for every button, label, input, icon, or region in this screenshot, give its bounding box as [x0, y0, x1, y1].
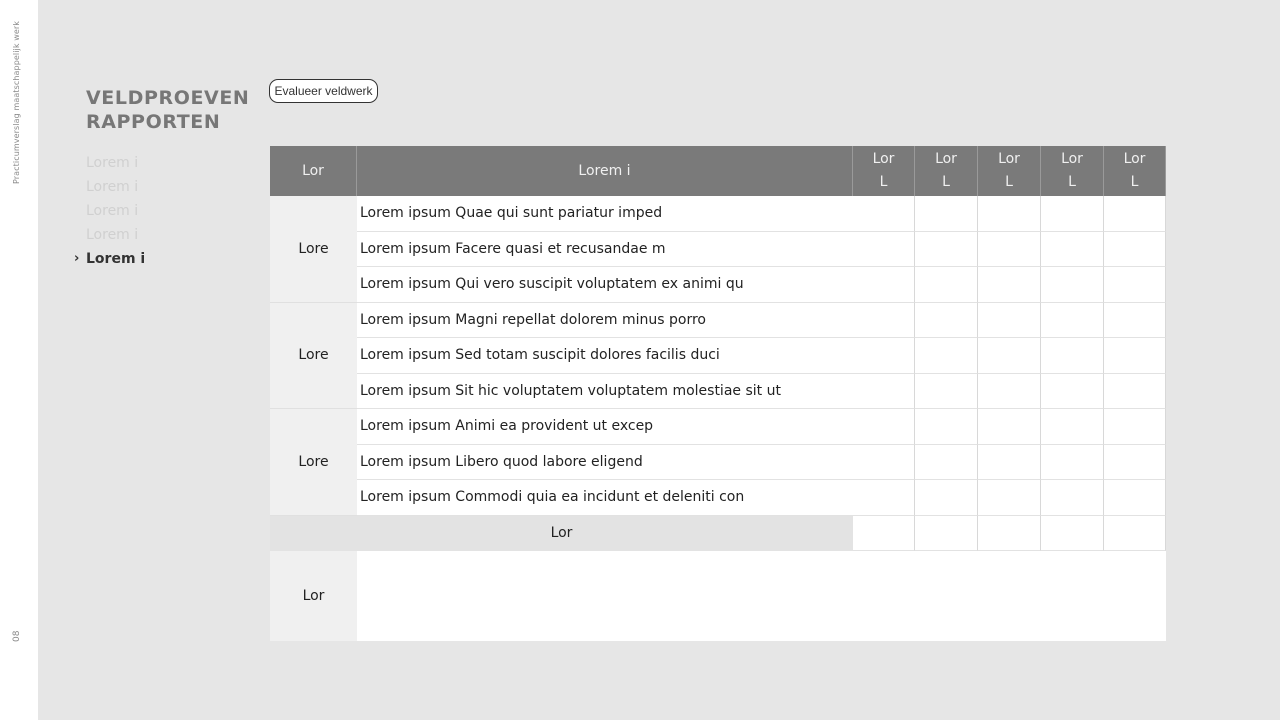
score-input-cell[interactable]	[978, 338, 1041, 374]
total-score-cell[interactable]	[853, 516, 915, 552]
nav-item[interactable]	[86, 177, 145, 201]
nav-item-label: Lorem i	[86, 179, 139, 195]
header-score-bottom: L	[1130, 174, 1139, 190]
header-score-bottom: L	[1005, 174, 1013, 190]
nav-item[interactable]	[86, 225, 145, 249]
score-input-cell[interactable]	[853, 374, 915, 410]
page-number: 08	[12, 630, 22, 642]
notes-area[interactable]	[357, 551, 1166, 641]
header-score-bottom: L	[879, 174, 888, 190]
header-score-top: Lor	[935, 151, 957, 167]
nav-item-label: Lorem i	[86, 203, 139, 219]
score-input-cell[interactable]	[853, 445, 915, 481]
score-input-cell[interactable]	[1041, 267, 1104, 303]
total-label: Lor	[270, 516, 853, 552]
score-input-cell[interactable]	[1041, 196, 1104, 232]
statement-cell: Lorem ipsum Quae qui sunt pariatur imped	[357, 196, 853, 232]
score-input-cell[interactable]	[853, 267, 915, 303]
score-input-cell[interactable]	[1104, 303, 1166, 339]
score-input-cell[interactable]	[1104, 232, 1166, 268]
score-input-cell[interactable]	[915, 267, 978, 303]
header-score-column	[915, 146, 978, 196]
vertical-document-title: Practicumverslag maatschappelijk werk	[12, 20, 21, 184]
score-input-cell[interactable]	[978, 303, 1041, 339]
header-score-column	[978, 146, 1041, 196]
header-score-top: Lor	[1061, 151, 1083, 167]
score-input-cell[interactable]	[915, 196, 978, 232]
score-input-cell[interactable]	[1104, 196, 1166, 232]
score-input-cell[interactable]	[1104, 445, 1166, 481]
score-input-cell[interactable]	[853, 480, 915, 516]
header-score-column	[1041, 146, 1104, 196]
nav-item[interactable]	[74, 249, 146, 273]
header-group: Lor	[270, 146, 357, 196]
total-score-cell[interactable]	[1104, 516, 1166, 552]
score-input-cell[interactable]	[1104, 480, 1166, 516]
score-input-cell[interactable]	[915, 480, 978, 516]
score-input-cell[interactable]	[1104, 267, 1166, 303]
score-input-cell[interactable]	[978, 374, 1041, 410]
score-input-cell[interactable]	[915, 445, 978, 481]
header-score-top: Lor	[1123, 151, 1146, 167]
statement-cell: Lorem ipsum Magni repellat dolorem minus porro	[357, 303, 853, 339]
total-score-cell[interactable]	[915, 516, 978, 552]
statement-cell: Lorem ipsum Qui vero suscipit voluptatem ex animi qu	[357, 267, 853, 303]
header-score-top: Lor	[998, 151, 1020, 167]
header-score-column	[853, 146, 915, 196]
chevron-right-icon: ›	[74, 251, 80, 266]
nav-item[interactable]	[86, 201, 145, 225]
score-input-cell[interactable]	[978, 267, 1041, 303]
score-input-cell[interactable]	[1041, 409, 1104, 445]
score-input-cell[interactable]	[853, 232, 915, 268]
score-input-cell[interactable]	[1104, 338, 1166, 374]
statement-cell: Lorem ipsum Libero quod labore eligend	[357, 445, 853, 481]
section-nav	[74, 153, 146, 273]
score-input-cell[interactable]	[915, 338, 978, 374]
score-input-cell[interactable]	[915, 303, 978, 339]
header-score-bottom: L	[1068, 174, 1076, 190]
footer-label: Lor	[270, 551, 357, 641]
group-label: Lore	[270, 196, 357, 303]
score-input-cell[interactable]	[978, 232, 1041, 268]
score-input-cell[interactable]	[853, 303, 915, 339]
score-input-cell[interactable]	[1104, 409, 1166, 445]
score-input-cell[interactable]	[978, 409, 1041, 445]
score-input-cell[interactable]	[853, 338, 915, 374]
score-input-cell[interactable]	[915, 374, 978, 410]
nav-item-label: Lorem i	[86, 227, 139, 243]
score-input-cell[interactable]	[1041, 338, 1104, 374]
score-input-cell[interactable]	[915, 409, 978, 445]
total-score-cell[interactable]	[1041, 516, 1104, 552]
nav-item[interactable]	[86, 153, 145, 177]
score-input-cell[interactable]	[915, 232, 978, 268]
score-input-cell[interactable]	[1041, 480, 1104, 516]
section-heading	[86, 86, 249, 134]
score-input-cell[interactable]	[853, 409, 915, 445]
score-input-cell[interactable]	[853, 196, 915, 232]
score-input-cell[interactable]	[1041, 374, 1104, 410]
group-label: Lore	[270, 409, 357, 516]
header-score-top: Lor	[872, 151, 895, 167]
score-input-cell[interactable]	[1041, 445, 1104, 481]
heading-line-1: VELDPROEVEN	[86, 87, 250, 109]
nav-item-label: Lorem i	[86, 251, 146, 267]
nav-item-label: Lorem i	[86, 155, 139, 171]
statement-cell: Lorem ipsum Facere quasi et recusandae m	[357, 232, 853, 268]
score-input-cell[interactable]	[978, 196, 1041, 232]
heading-line-2: RAPPORTEN	[86, 111, 221, 133]
statement-cell: Lorem ipsum Sed totam suscipit dolores facilis duci	[357, 338, 853, 374]
header-score-bottom: L	[942, 174, 950, 190]
evaluate-fieldwork-button[interactable]: Evalueer veldwerk	[269, 79, 378, 103]
score-input-cell[interactable]	[1041, 232, 1104, 268]
statement-cell: Lorem ipsum Commodi quia ea incidunt et deleniti con	[357, 480, 853, 516]
group-label: Lore	[270, 303, 357, 410]
statement-cell: Lorem ipsum Animi ea provident ut excep	[357, 409, 853, 445]
score-input-cell[interactable]	[978, 445, 1041, 481]
score-input-cell[interactable]	[1104, 374, 1166, 410]
score-input-cell[interactable]	[978, 480, 1041, 516]
total-score-cell[interactable]	[978, 516, 1041, 552]
left-strip	[0, 0, 38, 720]
score-input-cell[interactable]	[1041, 303, 1104, 339]
statement-cell: Lorem ipsum Sit hic voluptatem voluptatem molestiae sit ut	[357, 374, 853, 410]
header-score-column	[1104, 146, 1166, 196]
header-text: Lorem i	[357, 146, 853, 196]
